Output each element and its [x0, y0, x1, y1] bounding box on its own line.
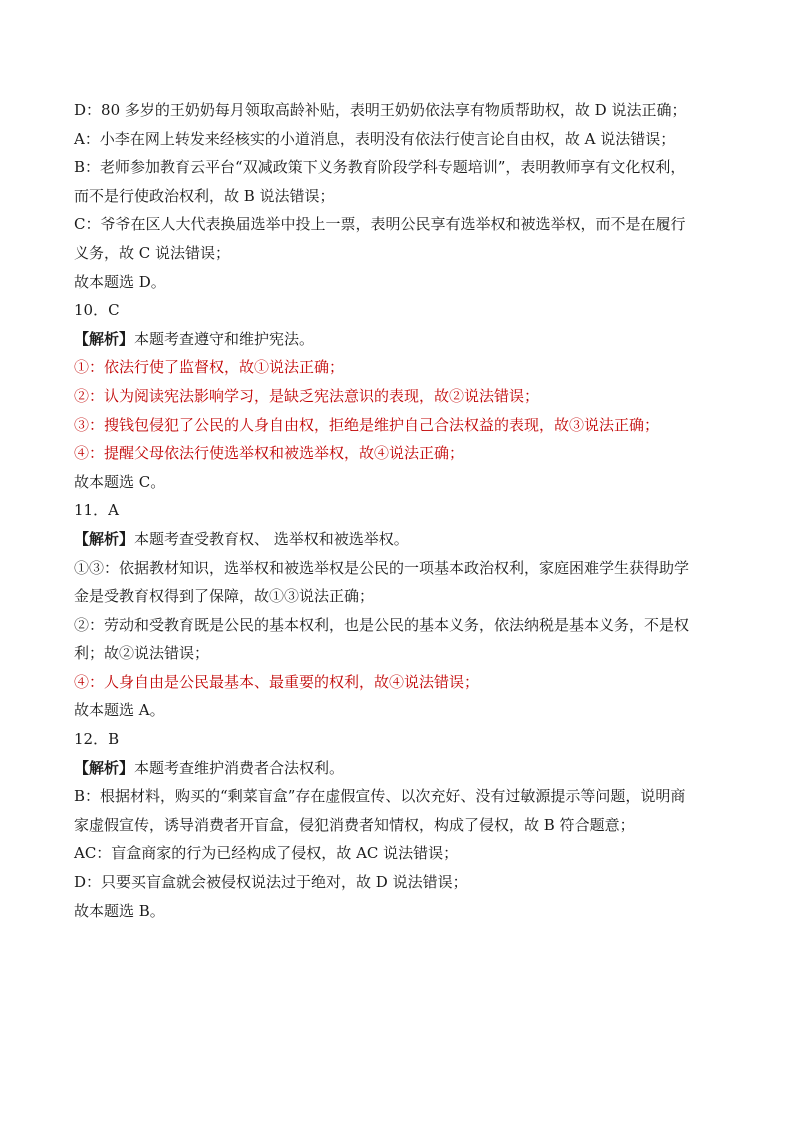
option-2-text: ②：劳动和受教育既是公民的基本权利，也是公民的基本义务，依法纳税是基本义务，不是权: [74, 615, 690, 634]
option-c-text: C：爷爷在区人大代表换届选举中投上一票，表明公民享有选举权和被选举权，而不是在履行: [74, 215, 686, 234]
analysis-text: 本题考查遵守和维护宪法。: [134, 329, 315, 348]
question-12-explanation: [74, 725, 724, 925]
option-2-text-cont: 利；故②说法错误；: [74, 644, 210, 663]
question-number-answer: 12．B: [74, 730, 120, 749]
option-b-text: B：根据材料，购买的“剩菜盲盒”存在虚假宣传、以次充好、没有过敏源提示等问题，说明商: [74, 787, 686, 806]
question-9-explanation: [74, 96, 724, 296]
option-b-text-cont: 而不是行使政治权利，故 B 说法错误；: [74, 186, 335, 205]
conclusion-text: 故本题选 D。: [74, 272, 166, 291]
option-2-text: ②：认为阅读宪法影响学习，是缺乏宪法意识的表现，故②说法错误；: [74, 386, 540, 405]
option-3-text: ③：搜钱包侵犯了公民的人身自由权，拒绝是维护自己合法权益的表现，故③说法正确；: [74, 415, 660, 434]
option-a-text: A：小李在网上转发来经核实的小道消息，表明没有依法行使言论自由权，故 A 说法错误；: [74, 129, 676, 148]
analysis-tag: 【解析】: [74, 758, 135, 777]
option-1-text: ①：依法行使了监督权，故①说法正确；: [74, 358, 345, 377]
option-d-text: D：80 多岁的王奶奶每月领取高龄补贴，表明王奶奶依法享有物质帮助权，故 D 说法正确；: [74, 101, 687, 119]
option-b-text-cont: 家虚假宣传，诱导消费者开盲盒，侵犯消费者知情权，构成了侵权，故 B 符合题意；: [74, 815, 635, 834]
option-ac-text: AC：盲盒商家的行为已经构成了侵权，故 AC 说法错误；: [74, 844, 459, 863]
conclusion-text: 故本题选 A。: [74, 701, 165, 720]
option-b-text: B：老师参加教育云平台“双减政策下义务教育阶段学科专题培训”，表明教师享有文化权利，: [74, 158, 686, 177]
analysis-text: 本题考查维护消费者合法权利。: [134, 758, 345, 777]
question-number-answer: 11．A: [74, 501, 119, 520]
conclusion-text: 故本题选 C。: [74, 472, 166, 491]
option-d-text: D：只要买盲盒就会被侵权说法过于绝对，故 D 说法错误；: [74, 873, 468, 892]
option-4-text: ④：提醒父母依法行使选举权和被选举权，故④说法正确；: [74, 444, 465, 463]
analysis-text: 本题考查受教育权、 选举权和被选举权。: [134, 529, 409, 548]
option-4-text: ④：人身自由是公民最基本、最重要的权利，故④说法错误；: [74, 672, 480, 691]
answer-explanations-page: [74, 96, 724, 925]
option-c-text-cont: 义务，故 C 说法错误；: [74, 243, 231, 262]
option-13-text-cont: 金是受教育权得到了保障，故①③说法正确；: [74, 587, 375, 606]
analysis-tag: 【解析】: [74, 329, 135, 348]
analysis-line: [74, 525, 724, 554]
conclusion-text: 故本题选 B。: [74, 901, 165, 920]
analysis-tag: 【解析】: [74, 529, 135, 548]
option-13-text: ①③：依据教材知识，选举权和被选举权是公民的一项基本政治权利，家庭困难学生获得助学: [74, 558, 690, 577]
question-number-answer: 10．C: [74, 301, 120, 320]
analysis-line: [74, 754, 724, 783]
analysis-line: [74, 325, 724, 354]
question-11-explanation: [74, 496, 724, 725]
question-10-explanation: [74, 296, 724, 496]
